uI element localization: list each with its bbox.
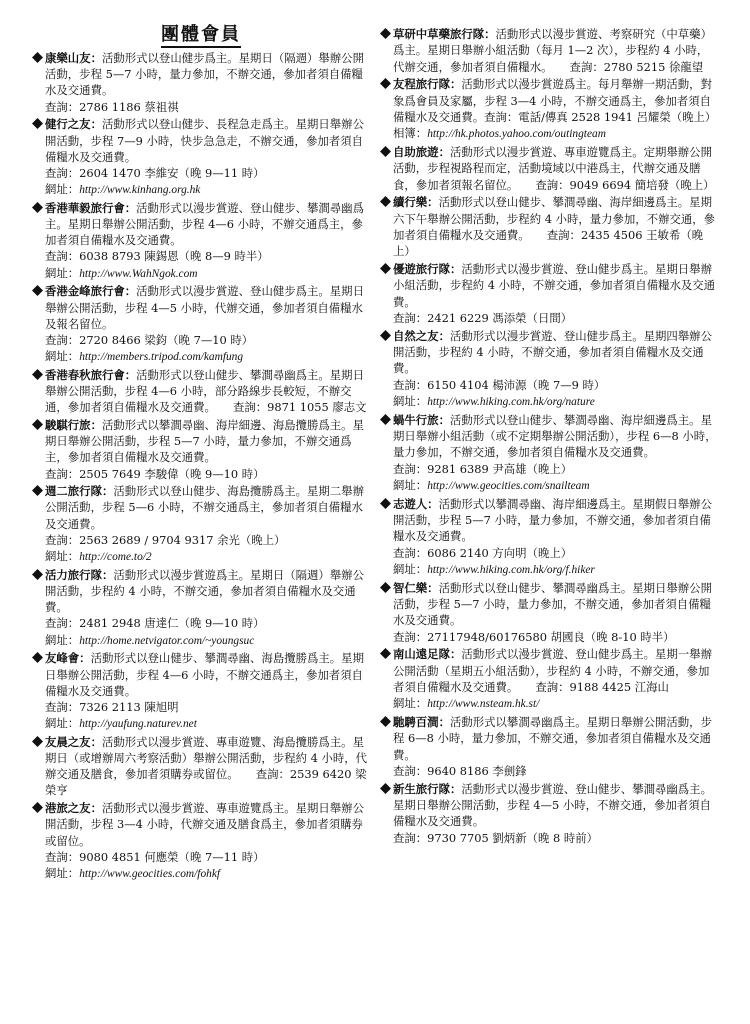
member-name: 週二旅行隊： (45, 484, 114, 499)
website-line (32, 865, 370, 882)
page-title (32, 24, 370, 46)
member-description: 活動形式以漫步賞遊、登山健步爲主。星期日舉辦小組活動，步程約 4 小時，不辦交通，參加者須自備糧水及交通費。 (393, 262, 716, 309)
member-name: 草研中草藥旅行隊： (393, 27, 496, 41)
contact-line: 查詢：2786 1186 蔡祖祺 (45, 99, 179, 114)
contact-line: 查詢：6038 8793 陳錫恩（晚 8—9 時半） (45, 249, 269, 264)
entry-description-line (380, 76, 718, 125)
website-link[interactable]: http://hk.photos.yahoo.com/outingteam (427, 128, 606, 141)
member-entry (32, 567, 370, 649)
website-link[interactable]: http://www.hiking.com.hk/org/nature (427, 396, 595, 409)
member-description: 活動形式以漫步賞遊、專車遊覽爲主。星期日舉辦公開活動，步程 3—4 小時，代辦交通及膳食爲主，參加者須購券或留位。 (45, 801, 364, 848)
member-entry (380, 496, 718, 578)
member-description: 活動形式以登山健步、長程急走爲主。星期日舉辦公開活動，步程 7—9 小時，快步急急走，不辦交通，參加者須自備糧水及交通費。 (45, 117, 364, 164)
member-entry (380, 194, 718, 259)
website-label: 網址： (45, 716, 80, 731)
website-link[interactable]: http://come.to/2 (79, 551, 152, 564)
member-name: 香港金峰旅行會： (45, 284, 137, 299)
member-entry (380, 580, 718, 645)
member-name: 友程旅行隊： (393, 77, 462, 92)
left-column (32, 24, 370, 884)
member-entry (32, 417, 370, 482)
member-name: 馳騁百澗： (393, 715, 450, 730)
member-name: 康樂山友： (45, 51, 102, 65)
member-description: 活動形式以登山健步、攀澗尋幽、海島攬勝爲主。星期日舉辦公開活動，步程 4—6 小時，不辦交通爲主，參加者須自備糧水及交通費。 (45, 651, 364, 698)
entry-description-line (32, 200, 370, 249)
contact-line: 查詢：2563 2689 / 9704 9317 余光（晚上） (45, 532, 286, 547)
member-description: 活動形式以登山健步爲主。星期日（隔週）舉辦公開活動，步程 5—7 小時，量力參加，不辦交通，參加者須自備糧水及交通費。 (45, 51, 364, 98)
member-description: 活動形式以登山健步、攀澗尋幽、海岸細邊爲主。星期日舉辦小組活動（或不定期舉辦公開活動），步程 6—8 小時，量力參加，不辦交通，參加者須自備糧水及交通費。 (393, 412, 717, 460)
entry-description-line (380, 144, 718, 193)
member-name: 友晨之友： (45, 734, 102, 749)
black-diamond-icon (380, 263, 391, 274)
member-name: 志遊人： (393, 496, 439, 511)
entry-description-line (380, 26, 718, 75)
member-entry (380, 76, 718, 142)
member-description: 活動形式以漫步賞遊、登山健步、攀澗尋幽爲主。星期日舉辦公開活動，步程 4—6 小時，不辦交通爲主，參加者須自備糧水及交通費。 (45, 200, 364, 248)
member-description: 活動形式以登山健步、海島攬勝爲主。星期二舉辦公開活動，步程 5—6 小時，不辦交通爲主，參加者須自備糧水及交通費。 (45, 484, 364, 531)
member-name: 香港春秋旅行會： (45, 367, 137, 382)
black-diamond-icon (380, 783, 391, 794)
contact-line: 查詢：2505 7649 李駿偉（晚 9—10 時） (45, 466, 265, 481)
member-name: 健行之友： (45, 117, 102, 132)
website-label: 網址： (393, 478, 428, 493)
website-label: 網址： (393, 562, 428, 576)
website-line (380, 477, 718, 494)
member-name: 香港華毅旅行會： (45, 200, 137, 215)
member-entry (32, 734, 370, 799)
contact-line: 查詢：2604 1470 李維安（晚 9—11 時） (45, 165, 265, 180)
website-link[interactable]: http://home.netvigator.com/~youngsuc (79, 634, 255, 647)
website-link[interactable]: http://www.nsteam.hk.st/ (427, 698, 540, 711)
member-description: 活動形式以攀澗尋幽、海岸細邊爲主。星期假日舉辦公開活動，步程 5—7 小時，量力參加，不辦交通，參加者須自備糧水及交通費。 (393, 496, 712, 544)
black-diamond-icon (380, 414, 391, 425)
black-diamond-icon (380, 716, 391, 727)
member-name: 友峰會： (45, 651, 91, 666)
member-entry (380, 144, 718, 193)
contact-line: 查詢：9640 8186 李劍鋒 (393, 764, 527, 779)
member-entry (380, 26, 718, 75)
entry-description-line (380, 714, 718, 763)
black-diamond-icon (32, 52, 43, 63)
website-line (32, 632, 370, 649)
contact-line: 查詢：2481 2948 唐達仁（晚 9—10 時） (45, 616, 265, 631)
website-label: 網址： (393, 394, 428, 409)
black-diamond-icon (32, 736, 43, 747)
black-diamond-icon (32, 202, 43, 213)
website-line (32, 181, 370, 198)
website-line (380, 561, 718, 578)
member-entry (32, 116, 370, 198)
member-entry (32, 50, 370, 115)
member-name: 續行樂： (393, 195, 439, 210)
contact-line: 查詢：7326 2113 陳旭明 (45, 699, 179, 714)
contact-line: 查詢：9281 6389 尹高雄（晚上） (393, 461, 573, 476)
member-description: 活動形式以攀澗尋幽、海岸細邊、海島攬勝爲主。星期日舉辦公開活動，步程 5—7 小時，量力參加，不辦交通爲主，參加者須自備糧水及交通費。 (45, 417, 364, 465)
black-diamond-icon (32, 802, 43, 813)
entry-description-line (380, 646, 718, 695)
member-description: 活動形式以漫步賞遊、專車遊覽、海島攬勝爲主。星期日（或增辦周六考察活動）舉辦公開活動，步程約 4 小時，代辦交通及膳食，參加者須購券或留位。 查詢：2539 6420 梁榮亨 (45, 734, 368, 798)
entry-description-line (32, 116, 370, 165)
black-diamond-icon (32, 118, 43, 129)
black-diamond-icon (380, 78, 391, 89)
website-line (380, 695, 718, 712)
entry-description-line (32, 367, 370, 416)
website-label: 網址： (45, 265, 80, 280)
website-link[interactable]: http://yaufung.naturev.net (79, 718, 197, 731)
website-label: 相簿： (393, 126, 428, 141)
member-name: 自然之友： (393, 328, 450, 343)
website-link[interactable]: http://www.kinhang.org.hk (79, 184, 201, 197)
black-diamond-icon (32, 285, 43, 296)
entry-description-line (380, 781, 718, 830)
member-name: 港旅之友： (45, 801, 102, 816)
member-description: 活動形式以漫步賞遊爲主。星期日（隔週）舉辦公開活動，步程約 4 小時，不辦交通，參加者須自備糧水及交通費。 (45, 567, 364, 615)
black-diamond-icon (32, 569, 43, 580)
member-name: 南山遠足隊： (393, 647, 462, 662)
member-entry (380, 261, 718, 326)
black-diamond-icon (380, 196, 391, 207)
member-entry (380, 328, 718, 410)
member-description: 活動形式以漫步賞遊、登山健步爲主。星期四舉辦公開活動，步程約 4 小時，不辦交通，參加者須自備糧水及交通費。 (393, 328, 712, 376)
member-entry (380, 781, 718, 846)
website-link[interactable]: http://www.geocities.com/snailteam (427, 480, 590, 493)
member-entry (32, 200, 370, 282)
website-line (32, 265, 370, 282)
entry-description-line (32, 50, 370, 99)
contact-line: 查詢：9080 4851 何應榮（晚 7—11 時） (45, 849, 265, 864)
entry-description-line (32, 567, 370, 616)
member-entry (380, 412, 718, 494)
contact-line: 查詢：6150 4104 楊沛源（晚 7—9 時） (393, 377, 606, 392)
website-line (380, 125, 718, 142)
entry-description-line (32, 417, 370, 466)
entry-description-line (380, 496, 718, 545)
member-entry (380, 714, 718, 779)
member-name: 智仁樂： (393, 580, 439, 595)
website-link[interactable]: http://www.WahNgok.com (79, 267, 198, 280)
website-label: 網址： (45, 549, 80, 564)
member-name: 活力旅行隊： (45, 567, 114, 582)
member-entry (32, 367, 370, 416)
entry-description-line (380, 412, 718, 461)
member-name: 駿騏行旅： (45, 417, 102, 432)
black-diamond-icon (380, 146, 391, 157)
website-label: 網址： (45, 182, 80, 197)
member-description: 活動形式以漫步賞遊爲主。每月舉辦一期活動，對象爲會員及家屬，步程 3—4 小時，不辦交通爲主，參加者須自備糧水及交通費。查詢：電話/傳真 2528 1941 呂耀榮（晚上） (393, 77, 717, 124)
entry-description-line (380, 580, 718, 629)
member-description: 活動形式以登山健步、攀澗尋幽爲主。星期日舉辦公開活動，步程 4—6 小時，部分路線步長較短，不辦交通，參加者須自備糧水及交通費。 查詢：9871 1055 廖志文 (45, 367, 367, 415)
website-line (32, 348, 370, 365)
website-link[interactable]: http://www.hiking.com.hk/org/f.hiker (427, 564, 595, 576)
website-label: 網址： (45, 349, 80, 364)
website-label: 網址： (45, 865, 80, 880)
right-column (380, 26, 718, 848)
member-name: 新生旅行隊： (393, 781, 462, 796)
website-label: 網址： (45, 632, 80, 647)
member-entry (32, 650, 370, 732)
member-description: 活動形式以登山健步、攀澗尋幽爲主。星期日舉辦公開活動，步程 5—7 小時，量力參加，不辦交通，參加者須自備糧水及交通費。 (393, 580, 712, 628)
website-link[interactable]: http://members.tripod.com/kamfung (79, 351, 244, 364)
member-entry (380, 646, 718, 712)
website-line (32, 715, 370, 732)
website-line (380, 393, 718, 410)
contact-line: 查詢：6086 2140 方向明（晚上） (393, 545, 573, 560)
black-diamond-icon (32, 485, 43, 496)
entry-description-line (32, 283, 370, 332)
entry-description-line (32, 650, 370, 699)
website-line (32, 548, 370, 565)
black-diamond-icon (380, 582, 391, 593)
entry-description-line (32, 800, 370, 849)
black-diamond-icon (32, 419, 43, 430)
member-description: 活動形式以漫步賞遊、考察研究（中草藥）爲主。星期日舉辦小組活動（每月 1—2 次），步程約 4 小時，代辦交通，參加者須自備糧水。 查詢：2780 5215 徐龍望 (393, 27, 712, 74)
entry-description-line (380, 194, 718, 259)
entry-description-line (32, 734, 370, 799)
black-diamond-icon (380, 28, 391, 39)
member-description: 活動形式以漫步賞遊、登山健步爲主。星期日舉辦公開活動，步程 4—5 小時，代辦交通，參加者須自備糧水及報名留位。 (45, 284, 364, 331)
member-entry (32, 483, 370, 565)
contact-line: 查詢：2421 6229 馮添榮（日間） (393, 311, 573, 326)
entry-description-line (380, 261, 718, 310)
contact-line: 查詢：27117948/60176580 胡國良（晚 8-10 時半） (393, 629, 675, 644)
page-title-text: 團體會員 (161, 24, 241, 48)
black-diamond-icon (380, 330, 391, 341)
website-label: 網址： (393, 696, 428, 711)
black-diamond-icon (380, 498, 391, 509)
member-entry (32, 800, 370, 882)
entry-description-line (380, 328, 718, 377)
contact-line: 查詢：2720 8466 梁鈞（晚 7—10 時） (45, 332, 254, 347)
member-description: 活動形式以登山健步、攀澗尋幽、海岸細邊爲主。星期六下午舉辦公開活動，步程約 4 小時，量力參加，不辦交通，參加者須自備糧水及交通費。 查詢：2435 4506 王敏希（晚上） (393, 195, 716, 259)
member-name: 優遊旅行隊： (393, 262, 462, 277)
black-diamond-icon (32, 652, 43, 663)
black-diamond-icon (380, 648, 391, 659)
member-name: 蝸牛行旅： (393, 412, 450, 427)
member-description: 活動形式以漫步賞遊、專車遊覽爲主。定期舉辦公開活動，步程視路程而定，活動境域以中港爲主，代辦交通及膳食，參加者須報名留位。 查詢：9049 6694 簡培發（晚上） (393, 145, 715, 192)
member-entry (32, 283, 370, 365)
entry-description-line (32, 483, 370, 532)
contact-line: 查詢：9730 7705 劉炳新（晚 8 時前） (393, 830, 599, 845)
website-link[interactable]: http://www.geocities.com/fohkf (79, 867, 221, 880)
member-description: 活動形式以漫步賞遊、登山健步爲主。星期一舉辦公開活動（星期五小組活動），步程約 4 小時，不辦交通，參加者須自備糧水及交通費。 查詢：9188 4425 江海山 (393, 647, 712, 695)
member-description: 活動形式以攀澗尋幽爲主。星期日舉辦公開活動，步程 6—8 小時，量力參加，不辦交通，參加者須自備糧水及交通費。 (393, 715, 712, 762)
member-name: 自助旅遊： (393, 145, 450, 160)
member-description: 活動形式以漫步賞遊、登山健步、攀澗尋幽爲主。星期日舉辦公開活動，步程 4—5 小時，不辦交通，參加者須自備糧水及交通費。 (393, 781, 712, 829)
black-diamond-icon (32, 369, 43, 380)
